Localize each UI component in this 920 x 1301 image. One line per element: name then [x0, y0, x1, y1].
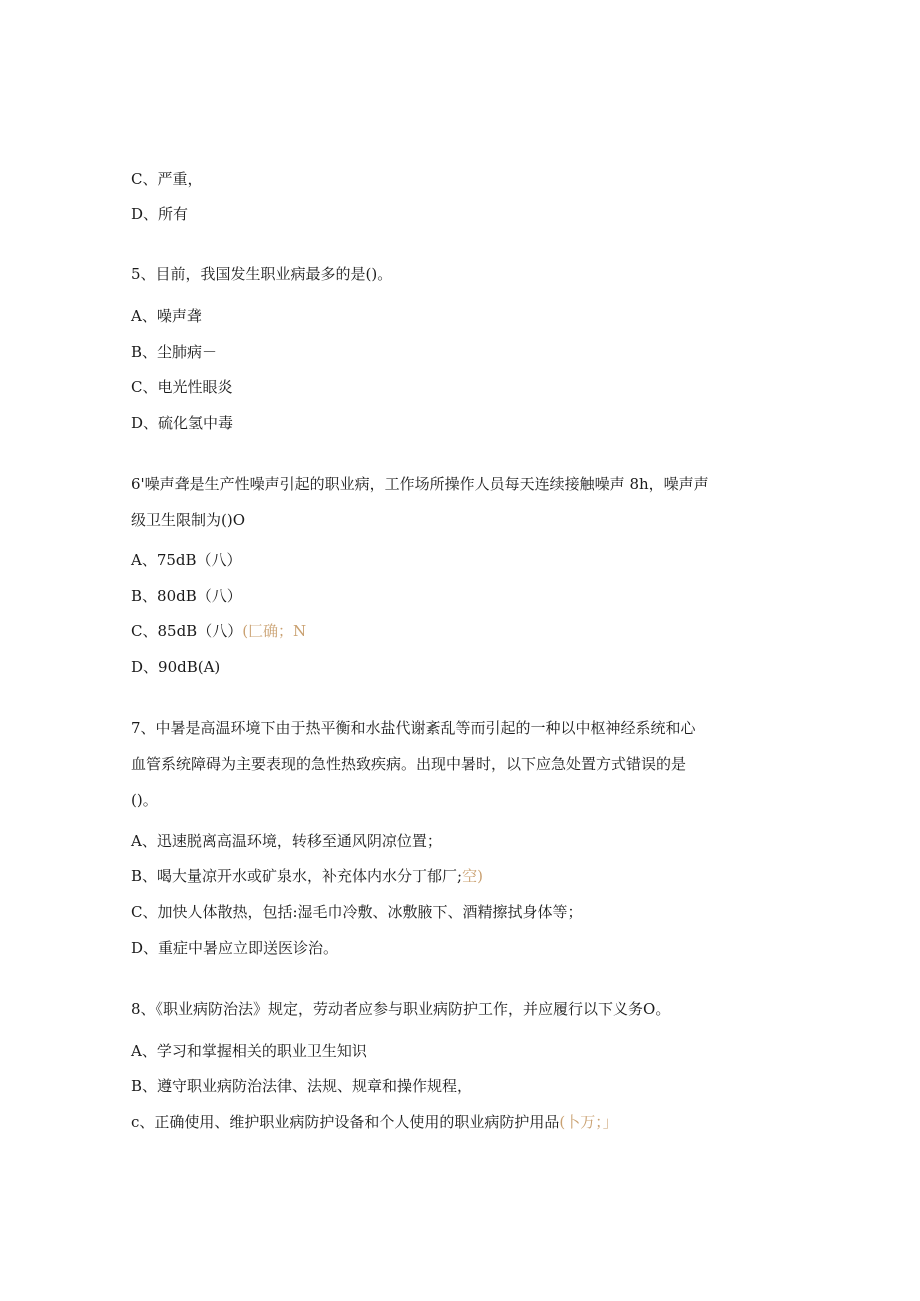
q6-option-b: B、80dB（八） — [131, 587, 242, 605]
q7-option-b-note: 空) — [462, 867, 483, 885]
q6-option-c-text: C、85dB（八） — [131, 622, 243, 640]
q6-option-c — [131, 621, 306, 641]
q7-option-a: A、迅速脱离高温环境，转移至通风阴凉位置； — [131, 832, 442, 850]
q7-question-line3: ()。 — [131, 791, 158, 809]
q4-option-c: C、严重， — [131, 170, 203, 188]
q8-option-c-text: c、正确使用、维护职业病防护设备和个人使用的职业病防护用品 — [131, 1113, 560, 1131]
q8-option-b: B、遵守职业病防治法律、法规、规章和操作规程， — [131, 1077, 473, 1095]
q7-question-line2: 血管系统障碍为主要表现的急性热致疾病。出现中暑时，以下应急处置方式错误的是 — [131, 755, 687, 773]
q5-option-a: A、噪声聋 — [131, 307, 202, 325]
q5-question: 5、目前，我国发生职业病最多的是()。 — [131, 265, 393, 283]
q7-question-line1: 7、中暑是高温环境下由于热平衡和水盐代谢紊乱等而引起的一种以中枢神经系统和心 — [131, 719, 696, 737]
q8-option-a: A、学习和掌握相关的职业卫生知识 — [131, 1042, 367, 1060]
q8-option-c-note: (卜万；」 — [559, 1113, 618, 1131]
q6-option-d: D、90dB(A) — [131, 658, 221, 676]
q5-option-d: D、硫化氢中毒 — [131, 414, 234, 432]
q6-question-line2: 级卫生限制为()O — [131, 511, 246, 529]
q6-option-a: A、75dB（八） — [131, 551, 242, 569]
q8-option-c — [131, 1112, 618, 1132]
q6-option-c-note: (匚确；N — [242, 622, 307, 640]
q5-option-c: C、电光性眼炎 — [131, 378, 233, 396]
q7-option-b — [131, 866, 483, 886]
q8-question: 8、《职业病防治法》规定，劳动者应参与职业病防护工作，并应履行以下义务O。 — [131, 1000, 671, 1018]
q7-option-d: D、重症中暑应立即送医诊治。 — [131, 939, 339, 957]
q7-option-b-text: B、喝大量凉开水或矿泉水，补充体内水分丁郁厂; — [131, 867, 463, 885]
q6-question-line1: 6'噪声聋是生产性噪声引起的职业病，工作场所操作人员每天连续接触噪声 8h，噪声声 — [131, 475, 709, 493]
q7-option-c: C、加快人体散热，包括:湿毛巾冷敷、冰敷腋下、酒精擦拭身体等； — [131, 903, 583, 921]
q4-option-d: D、所有 — [131, 205, 189, 223]
q5-option-b: B、尘肺病－ — [131, 343, 218, 361]
